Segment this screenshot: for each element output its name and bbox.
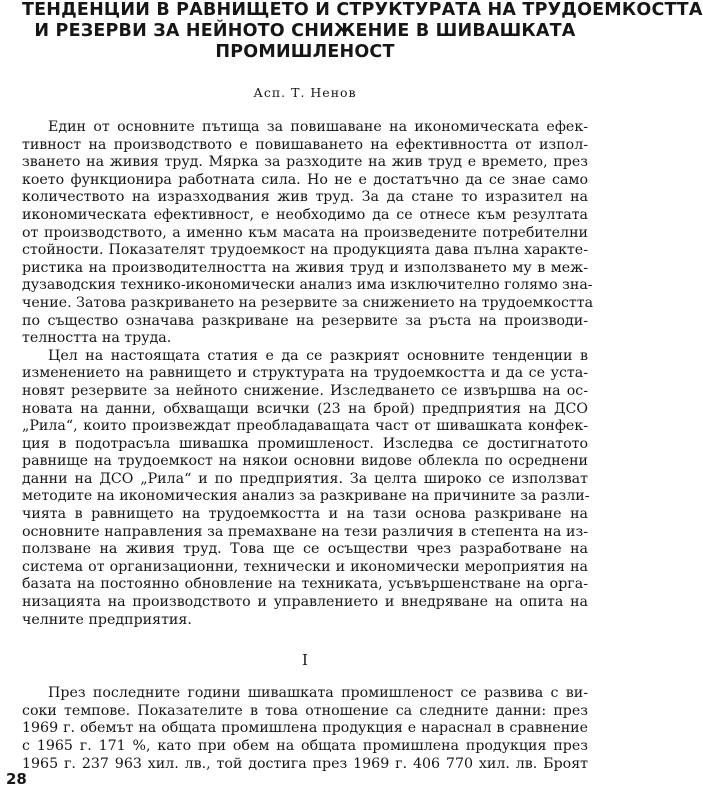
paragraph-goal — [22, 348, 588, 630]
text-line: 1969 г. обемът на общата промишлена продукция е нараснал в сравнение — [22, 720, 588, 737]
text-line: количеството на изразходвания жив труд. За да стане то изразител на — [22, 189, 588, 206]
text-line: което функционира работната сила. Но не е достатъчно да се знае само — [22, 171, 588, 188]
text-line: челните предприятия. — [22, 611, 192, 628]
text-line: с 1965 г. 171 %, като при обем на общата промишлена продукция през — [22, 738, 588, 754]
author-name: Асп. Т. Ненов — [253, 85, 357, 100]
text-line: изменението на равнището и структурата на трудоемкостта и да се уста- — [22, 365, 588, 382]
text-line: Един от основните пътища за повишаване на икономическата ефек- — [48, 119, 588, 135]
text-line: базата на постоянно обновление на техниката, усъвършенстване на орга- — [22, 576, 588, 593]
text-line: През последните години шивашката промишленост се развива с ви- — [48, 685, 588, 702]
text-line: стойности. Показателят трудоемкост на продукцията дава пълна характе- — [22, 242, 588, 259]
text-line: новят резервите за нейното снижение. Изследването се извършва на ос- — [22, 382, 588, 399]
text-line: основните направления за премахване на тези различия в степента на из- — [22, 523, 588, 540]
article-title — [22, 0, 703, 63]
text-line: новата на данни, обхващащи всички (23 на брой) предприятия на ДСО — [22, 400, 588, 417]
text-line: система от организационни, технически и икономически мероприятия на — [22, 558, 588, 575]
text-line: равнище на трудоемкост на някои основни видове облекла по осреднени — [22, 453, 588, 470]
text-line: зването на живия труд. Мярка за разходите на жив труд е времето, през — [22, 154, 588, 171]
text-line: ползване на живия труд. Това ще се осъществи чрез разработване на — [22, 541, 588, 558]
title-line: И РЕЗЕРВИ ЗА НЕЙНОТО СНИЖЕНИЕ В ШИВАШКАТА — [34, 21, 576, 41]
text-line: чение. Затова разкриването на резервите за снижението на трудоемкостта — [22, 294, 594, 311]
text-line: низацията на производството и управлението и внедряване на опита на — [22, 594, 588, 611]
text-line: данни на ДСО „Рила“ и по предприятия. За целта широко се използват — [22, 470, 588, 487]
text-line: тивност на производството е повишаването на ефективността от изпол- — [22, 136, 588, 153]
text-line: ристика на производителността на живия труд и използването му в меж- — [22, 259, 588, 276]
paragraph-section-one — [22, 685, 588, 773]
text-line: „Рила“, които произвеждат преобладаващата част от шивашката конфек- — [22, 418, 588, 435]
text-line: икономическата ефективност, е необходимо да се отнесе към резултата — [22, 206, 588, 223]
title-line: ТЕНДЕНЦИИ В РАВНИЩЕТО И СТРУКТУРАТА НА ТРУДОЕМКОСТТА — [22, 0, 703, 20]
text-line: от производството, а именно към масата на произведените потребителни — [22, 224, 588, 241]
paragraph-intro — [22, 119, 594, 348]
section-number: I — [302, 651, 308, 670]
text-line: ция в подотрасъла шивашка промишленост. Изследва се достигнатото — [22, 435, 588, 452]
text-line: Цел на настоящата статия е да се разкрият основните тенденции в — [48, 347, 588, 364]
article-body — [22, 119, 594, 773]
text-line: методите на икономическия анализ за разкриване на причините за разли- — [22, 488, 590, 505]
text-line: 1965 г. 237 963 хил. лв., той достига през 1969 г. 406 770 хил. лв. Броят — [22, 755, 588, 772]
text-line: телността на труда. — [22, 330, 172, 347]
text-line: по същество означава разкриване на резервите за ръста на производи- — [22, 312, 588, 329]
text-line: чията в равнището на трудоемкостта и на тази основа разкриване на — [22, 506, 588, 523]
page-number: 28 — [6, 770, 27, 788]
title-line: ПРОМИШЛЕНОСТ — [215, 42, 395, 62]
text-line: дузаводския технико-икономически анализ има изключително голямо зна- — [22, 277, 593, 294]
text-line: соки темпове. Показателите в това отношение са следните данни: през — [22, 702, 588, 719]
